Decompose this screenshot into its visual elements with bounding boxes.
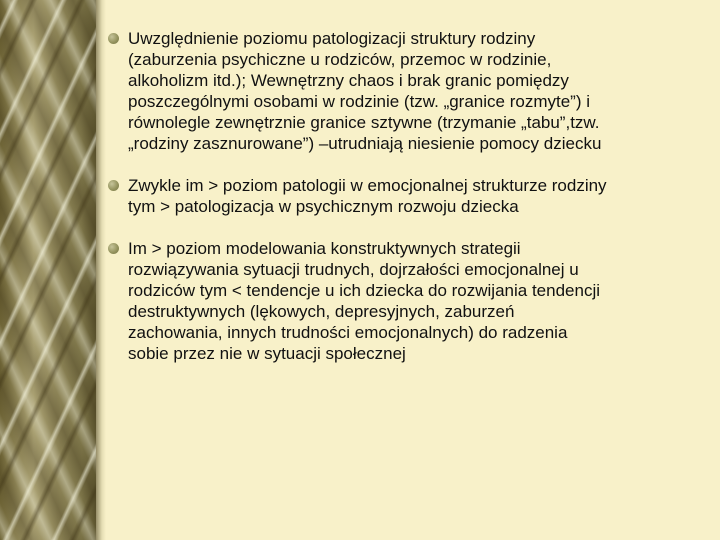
side-band-shadow xyxy=(96,0,106,540)
bullet-dot-icon xyxy=(108,243,119,254)
bullet-item-1 xyxy=(108,28,708,154)
bullet-item-2 xyxy=(108,175,708,217)
bullet-dot-icon xyxy=(108,180,119,191)
bullet-list xyxy=(108,28,708,385)
decorative-side-band xyxy=(0,0,96,540)
bullet-text: Im > poziom modelowania konstruktywnych strategii rozwiązywania sytuacji trudnych, dojrzałości emocjonalnej u rodziców tym < tendencje u ich dziecka do rozwijania tendencji destruktywnych (lękowych, depresyjnych, zaburzeń zachowania, innych trudności emocjonalnych) do radzenia sobie przez nie w sytuacji społecznej xyxy=(128,239,600,363)
bullet-item-3 xyxy=(108,238,708,364)
bullet-dot-icon xyxy=(108,33,119,44)
bullet-text: Zwykle im > poziom patologii w emocjonalnej strukturze rodziny tym > patologizacja w psychicznym rozwoju dziecka xyxy=(128,176,607,216)
bullet-text: Uwzględnienie poziomu patologizacji struktury rodziny (zaburzenia psychiczne u rodziców, przemoc w rodzinie, alkoholizm itd.); Wewnętrzny chaos i brak granic pomiędzy poszczególnymi osobami w rodzinie (tzw. „granice rozmyte”) i równolegle zewnętrznie granice sztywne (trzymanie „tabu”,tzw. „rodziny zasznurowane”) –utrudniają niesienie pomocy dziecku xyxy=(128,29,602,153)
